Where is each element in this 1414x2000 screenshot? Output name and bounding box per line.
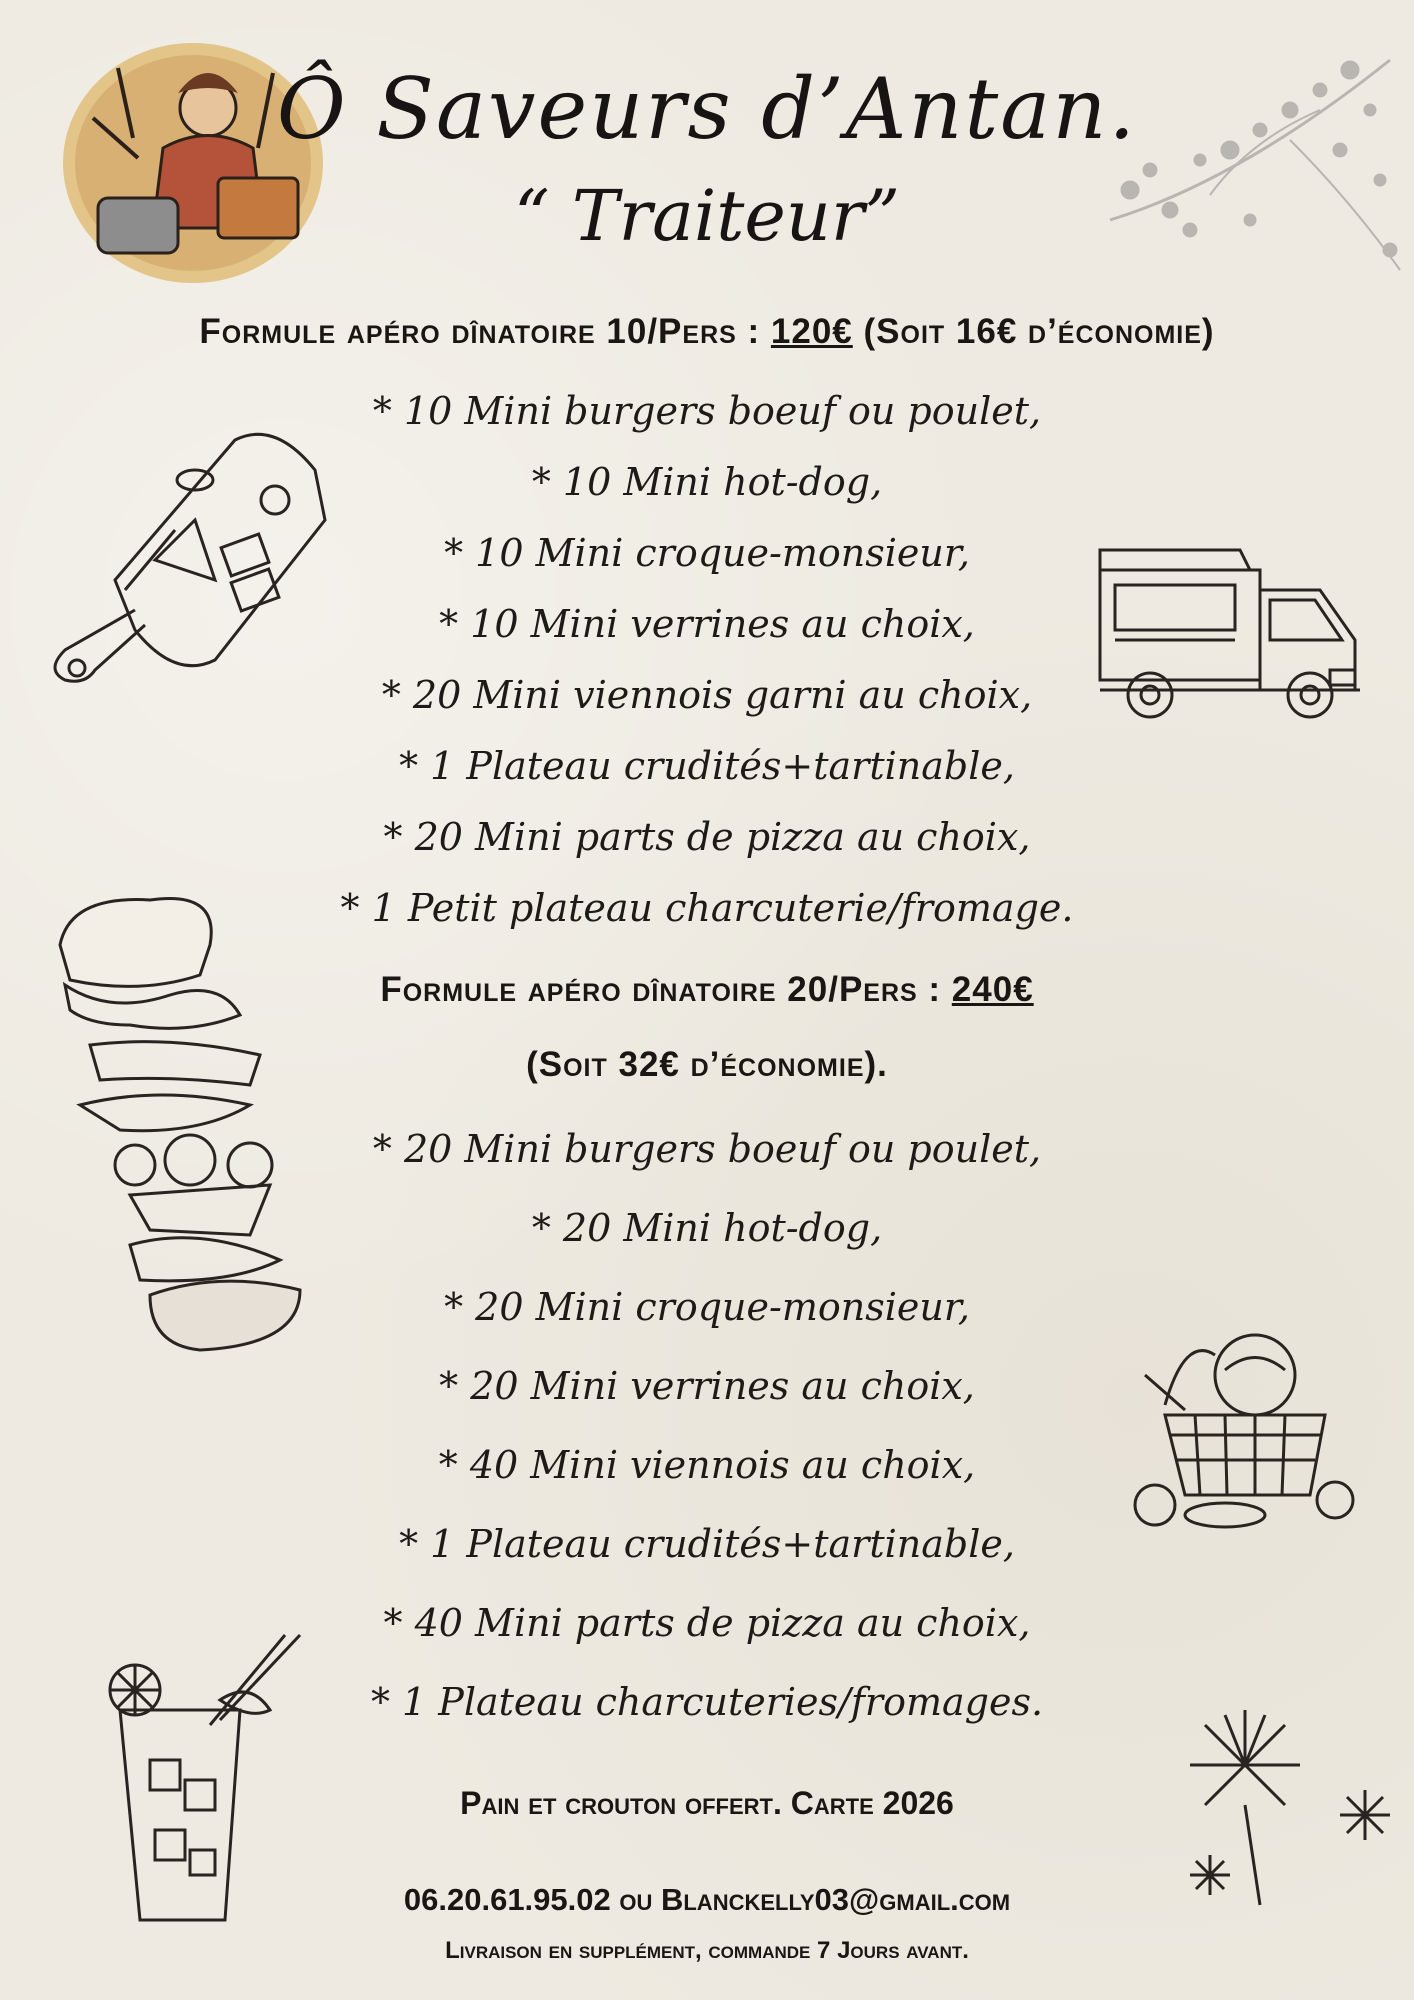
brand-title: Ô Saveurs d’Antan.	[276, 60, 1138, 158]
formula1-item: * 10 Mini croque-monsieur,	[444, 531, 970, 575]
cocktail-icon	[100, 1630, 320, 1930]
formula2-heading-prefix: Formule apéro dînatoire 20/Pers :	[380, 970, 952, 1009]
footer-contact: 06.20.61.95.02 ou Blanckelly03@gmail.com	[403, 1882, 1011, 1917]
vegetable-basket-icon	[1125, 1315, 1360, 1530]
formula1-heading-prefix: Formule apéro dînatoire 10/Pers :	[199, 312, 771, 351]
formula1-heading	[0, 312, 1414, 352]
formula1-item: * 10 Mini burgers boeuf ou poulet,	[372, 389, 1042, 433]
food-truck-icon	[1080, 520, 1370, 740]
formula1-price: 120€	[770, 312, 853, 351]
fireworks-icon	[1165, 1705, 1405, 1910]
formula2-item: * 20 Mini hot-dog,	[531, 1206, 883, 1250]
formula1-item: * 10 Mini verrines au choix,	[439, 602, 975, 646]
formula2-heading-line2: (Soit 32€ d’économie).	[526, 1045, 888, 1084]
formula1-item: * 20 Mini viennois garni au choix,	[381, 673, 1033, 717]
formula1-item: * 10 Mini hot-dog,	[531, 460, 883, 504]
sandwich-icon	[50, 885, 310, 1355]
formula1-item: * 1 Petit plateau charcuterie/fromage.	[340, 886, 1074, 930]
formula2-item: * 1 Plateau crudités+tartinable,	[399, 1522, 1015, 1566]
formula2-item: * 1 Plateau charcuteries/fromages.	[370, 1680, 1044, 1724]
formula2-price: 240€	[951, 970, 1034, 1009]
formula1-item: * 1 Plateau crudités+tartinable,	[399, 744, 1015, 788]
formula2-item: * 20 Mini burgers boeuf ou poulet,	[372, 1127, 1042, 1171]
footer-note: Pain et crouton offert. Carte 2026	[460, 1785, 954, 1821]
footer-delivery: Livraison en supplément, commande 7 Jours avant.	[445, 1937, 969, 1964]
formula2-item: * 20 Mini croque-monsieur,	[444, 1285, 970, 1329]
brand-subtitle: “ Traiteur”	[513, 175, 901, 257]
cheese-board-icon	[35, 410, 345, 690]
formula2-item: * 20 Mini verrines au choix,	[439, 1364, 975, 1408]
formula1-item: * 20 Mini parts de pizza au choix,	[383, 815, 1031, 859]
formula2-item: * 40 Mini viennois au choix,	[438, 1443, 976, 1487]
formula1-heading-suffix: (Soit 16€ d’économie)	[852, 312, 1215, 351]
formula2-item: * 40 Mini parts de pizza au choix,	[383, 1601, 1031, 1645]
